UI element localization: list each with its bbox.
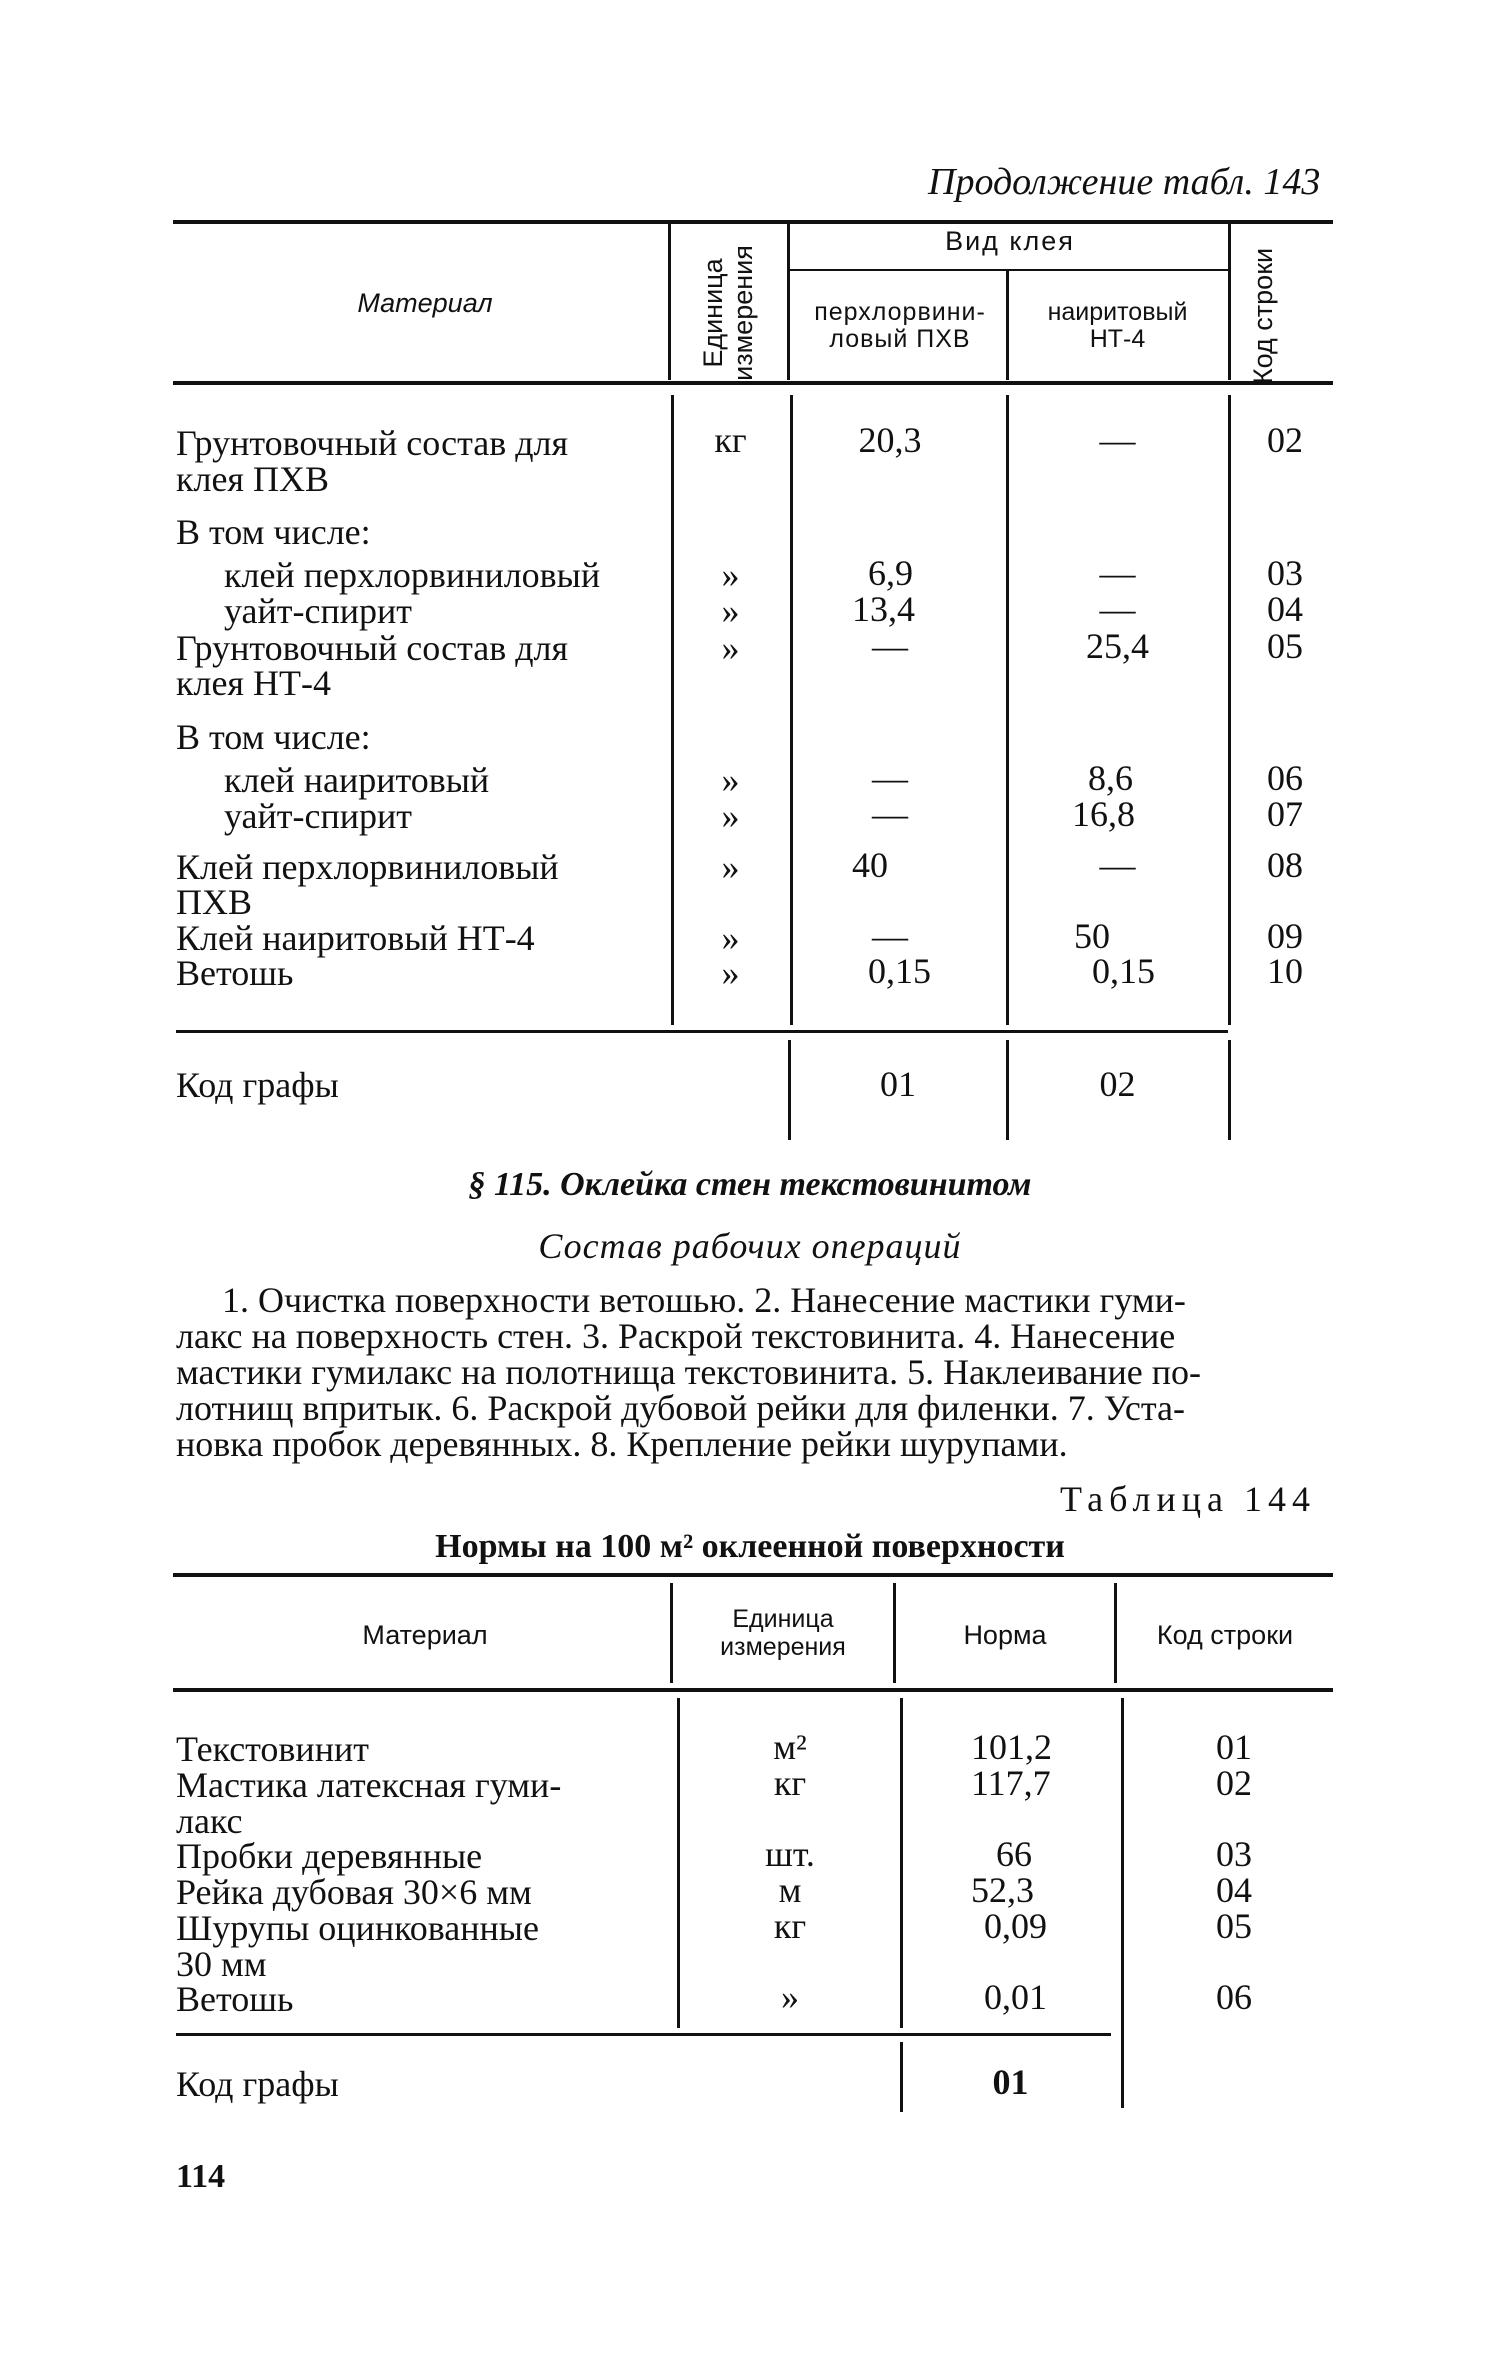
row-code: 08 xyxy=(1267,845,1303,885)
row-unit: » xyxy=(721,555,740,595)
row-material: Грунтовочный состав для xyxy=(176,423,569,463)
header-unit: Единица измерения xyxy=(698,245,758,381)
col-rule-1 xyxy=(670,1583,673,1683)
row-nt: 0,15 xyxy=(1092,951,1155,991)
row-unit: м xyxy=(778,1870,802,1910)
column-code-label: Код графы xyxy=(176,1065,339,1105)
row-pvc: 13,4 xyxy=(852,589,915,629)
table-body-bottom-rule xyxy=(176,1030,1228,1033)
row-pvc: — xyxy=(872,794,908,834)
col-rule-pvc-nt-body xyxy=(1006,395,1009,1025)
paragraph-line: лакс на поверхность стен. 3. Раскрой текстовинита. 4. Нанесение xyxy=(176,1316,1176,1356)
row-material: Мастика латексная гуми- xyxy=(176,1765,562,1805)
row-material: Шурупы оцинкованные xyxy=(176,1908,539,1948)
row-material-cont: лакс xyxy=(176,1801,243,1841)
page-number: 114 xyxy=(176,2158,226,2195)
table-top-rule xyxy=(173,1573,1333,1577)
col-rule-pvc-nt xyxy=(1006,271,1009,380)
row-code: 03 xyxy=(1267,553,1303,593)
row-pvc: 20,3 xyxy=(858,420,922,460)
row-code: 09 xyxy=(1267,916,1303,956)
col-rule-footer-2 xyxy=(1006,1040,1009,1140)
row-code: 05 xyxy=(1216,1906,1252,1946)
row-code: 05 xyxy=(1267,626,1303,666)
row-material: Клей перхлорвиниловый xyxy=(176,847,559,887)
row-unit: кг xyxy=(773,1763,807,1803)
row-pvc: — xyxy=(872,758,908,798)
table-header-rule xyxy=(173,1688,1333,1692)
row-nt: 25,4 xyxy=(1086,626,1149,666)
row-code: 04 xyxy=(1216,1870,1252,1910)
row-nt: — xyxy=(1099,553,1136,593)
row-unit: » xyxy=(721,847,740,887)
header-code: Код строки xyxy=(1248,247,1278,385)
row-norm: 52,3 xyxy=(971,1870,1034,1910)
row-nt: — xyxy=(1099,589,1136,629)
row-code: 06 xyxy=(1216,1977,1252,2017)
paragraph-line: мастики гумилакс на полотнища текстовинита. 5. Наклеивание по- xyxy=(176,1352,1202,1392)
row-material-cont: клея НТ-4 xyxy=(176,663,331,703)
row-material: Грунтовочный состав для xyxy=(176,628,569,668)
header-material: Материал xyxy=(362,1620,488,1650)
col-rule-2-body xyxy=(900,1698,903,2028)
row-material-cont: клея ПХВ xyxy=(176,459,329,499)
row-subhead: В том числе: xyxy=(176,717,371,757)
row-unit: » xyxy=(721,918,740,958)
column-code-pvc: 01 xyxy=(880,1064,916,1104)
row-unit: кг xyxy=(773,1906,807,1946)
row-pvc: — xyxy=(872,626,908,666)
row-code: 02 xyxy=(1216,1763,1252,1803)
header-unit-line1: Единица xyxy=(732,1605,834,1633)
row-material: Рейка дубовая 30×6 мм xyxy=(176,1872,532,1912)
row-unit: » xyxy=(721,796,740,836)
row-nt: — xyxy=(1099,420,1136,460)
row-material: Ветошь xyxy=(176,953,294,993)
header-col-nt-line2: НТ-4 xyxy=(1089,325,1146,353)
column-code-nt: 02 xyxy=(1099,1064,1136,1104)
row-code: 03 xyxy=(1216,1834,1252,1874)
row-material: Текстовинит xyxy=(176,1729,369,1769)
row-norm: 0,01 xyxy=(984,1977,1047,2017)
row-pvc: 40 xyxy=(852,845,888,885)
row-subhead: В том числе: xyxy=(176,512,371,552)
paragraph-line: новка пробок деревянных. 8. Крепление рейки шурупами. xyxy=(176,1424,1068,1464)
row-material: уайт-спирит xyxy=(224,796,412,836)
row-unit: » xyxy=(721,760,740,800)
row-unit: шт. xyxy=(765,1834,815,1874)
row-pvc: 0,15 xyxy=(868,951,931,991)
row-nt: 16,8 xyxy=(1072,794,1135,834)
column-code-label: Код графы xyxy=(176,2064,339,2104)
paragraph-line: лотнищ впритык. 6. Раскрой дубовой рейки для филенки. 7. Уста- xyxy=(176,1388,1186,1428)
row-code: 01 xyxy=(1216,1727,1252,1767)
header-glue-type: Вид клея xyxy=(945,226,1075,256)
row-material: Ветошь xyxy=(176,1979,294,2019)
header-col-nt-line1: наиритовый xyxy=(1047,298,1188,326)
row-material: клей перхлорвиниловый xyxy=(224,555,601,595)
row-code: 10 xyxy=(1267,951,1303,991)
header-norm: Норма xyxy=(963,1620,1047,1650)
table-label: Таблица 144 xyxy=(1060,1479,1316,1519)
row-unit: » xyxy=(721,628,740,668)
row-unit: » xyxy=(721,591,740,631)
header-col-pvc-line2: ловый ПХВ xyxy=(829,325,971,353)
col-rule-unit-left xyxy=(668,222,671,380)
row-pvc: 6,9 xyxy=(868,553,913,593)
row-material: Клей наиритовый НТ-4 xyxy=(176,918,535,958)
row-code: 06 xyxy=(1267,758,1303,798)
row-material-cont: ПХВ xyxy=(176,882,253,922)
column-code-norm: 01 xyxy=(992,2062,1029,2102)
row-unit: кг xyxy=(714,420,747,460)
col-rule-footer-3 xyxy=(1228,1040,1231,1140)
row-unit: м² xyxy=(773,1727,807,1767)
header-col-pvc-line1: перхлорвини- xyxy=(814,298,986,326)
row-code: 04 xyxy=(1267,589,1303,629)
table-continuation-caption: Продолжение табл. 143 xyxy=(928,161,1321,203)
row-norm: 117,7 xyxy=(971,1763,1051,1803)
header-code: Код строки xyxy=(1156,1620,1294,1650)
table-subheader-rule xyxy=(790,269,1230,271)
row-norm: 101,2 xyxy=(971,1727,1052,1767)
header-material: Материал xyxy=(357,288,493,318)
paragraph-line: 1. Очистка поверхности ветошью. 2. Нанесение мастики гуми- xyxy=(222,1280,1186,1320)
row-material: уайт-спирит xyxy=(224,591,412,631)
row-nt: 8,6 xyxy=(1088,758,1133,798)
section-heading: § 115. Оклейка стен текстовинитом xyxy=(468,1166,1032,1203)
row-code: 02 xyxy=(1267,420,1303,460)
col-rule-unit-right-body xyxy=(790,395,793,1025)
row-norm: 0,09 xyxy=(984,1906,1047,1946)
header-unit-line2: измерения xyxy=(720,1633,846,1661)
row-norm: 66 xyxy=(996,1834,1032,1874)
row-material-cont: 30 мм xyxy=(176,1944,267,1984)
row-material: клей наиритовый xyxy=(224,760,490,800)
row-nt: — xyxy=(1099,845,1136,885)
row-pvc: — xyxy=(872,916,908,956)
row-unit: » xyxy=(721,953,740,993)
row-material: Пробки деревянные xyxy=(176,1836,483,1876)
section-subheading: Состав рабочих операций xyxy=(538,1226,962,1266)
table-title: Нормы на 100 м² оклеенной поверхности xyxy=(435,1528,1065,1565)
row-nt: 50 xyxy=(1074,916,1110,956)
table-body-bottom-rule xyxy=(176,2033,1111,2036)
row-code: 07 xyxy=(1267,794,1303,834)
row-unit: » xyxy=(781,1977,799,2017)
